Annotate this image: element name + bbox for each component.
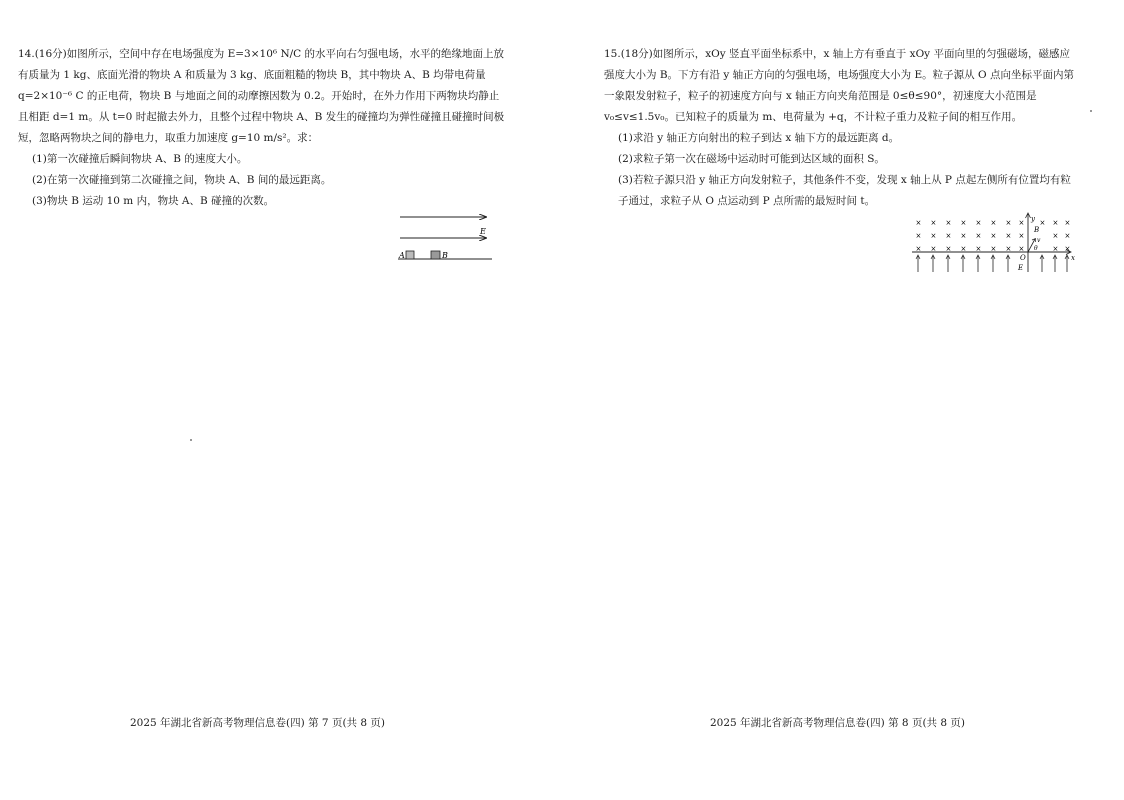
block-b <box>431 251 440 259</box>
field-cross: × <box>1005 245 1012 253</box>
field-cross: × <box>1064 245 1071 253</box>
field-cross: × <box>975 232 982 240</box>
field-cross: × <box>960 232 967 240</box>
field-cross: × <box>1052 232 1059 240</box>
field-cross: × <box>1018 219 1025 227</box>
field-cross: × <box>990 232 997 240</box>
field-cross: × <box>975 219 982 227</box>
block-b-label: B <box>442 251 448 260</box>
problem-15-question-3: (3)若粒子源只沿 y 轴正方向发射粒子，其他条件不变，发现 x 轴上从 P 点起左侧所有位置均有粒子通过，求粒子从 O 点运动到 P 点所需的最短时间 t。 <box>618 174 1071 207</box>
x-axis-label: x <box>1071 254 1075 262</box>
field-cross: × <box>1005 219 1012 227</box>
problem-14-figure <box>396 208 496 266</box>
field-cross: × <box>1018 232 1025 240</box>
field-cross: × <box>960 245 967 253</box>
problem-15-figure <box>908 210 1078 276</box>
field-cross: × <box>915 219 922 227</box>
field-label-e: E <box>480 227 486 236</box>
problem-14-question-2: (2)在第一次碰撞到第二次碰撞之间，物块 A、B 间的最远距离。 <box>32 174 332 186</box>
problem-14-statement: 14.(16分)如图所示，空间中存在电场强度为 E=3×10⁶ N/C 的水平向右匀强电场，水平的绝缘地面上放有质量为 1 kg、底面光滑的物块 A 和质量为 3 kg、底面粗糙的物块 B，其中物块 A、B 均带电荷量 q=2×10⁻⁶ C 的正电荷，物块 B 与地面之间的动摩擦因数为 0.2。开始时，在外力作用下两物块均静止且相距 d=1 m。从 t=0 时起撤去外力，且整个过程中物块 A、B 发生的碰撞均为弹性碰撞且碰撞时间极短，忽略两物块之间的静电力，取重力加速度 g=10 m/s²。求： <box>18 48 505 144</box>
field-cross: × <box>960 219 967 227</box>
field-cross: × <box>930 219 937 227</box>
theta-label: θ <box>1034 245 1038 252</box>
field-cross: × <box>1064 232 1071 240</box>
y-axis-label: y <box>1031 215 1035 223</box>
scan-speck-2 <box>1090 110 1092 112</box>
block-a <box>406 251 414 259</box>
field-cross: × <box>1064 219 1071 227</box>
field-cross: × <box>945 232 952 240</box>
problem-15-question-1: (1)求沿 y 轴正方向射出的粒子到达 x 轴下方的最远距离 d。 <box>618 132 900 144</box>
electric-field-lines <box>916 255 1069 272</box>
field-cross: × <box>1052 245 1059 253</box>
page-8 <box>562 0 1124 800</box>
field-cross: × <box>930 245 937 253</box>
scan-speck <box>190 439 192 441</box>
problem-15-question-2: (2)求粒子第一次在磁场中运动时可能到达区域的面积 S。 <box>618 153 885 165</box>
field-cross: × <box>930 232 937 240</box>
problem-14 <box>18 44 508 212</box>
field-cross: × <box>945 219 952 227</box>
field-cross: × <box>1018 245 1025 253</box>
block-a-label: A <box>399 251 405 260</box>
field-cross: × <box>1005 232 1012 240</box>
page-7-footer: 2025 年湖北省新高考物理信息卷(四) 第 7 页(共 8 页) <box>130 717 385 729</box>
field-cross: × <box>915 232 922 240</box>
origin-label: O <box>1020 254 1026 262</box>
field-cross: × <box>990 245 997 253</box>
field-cross: × <box>945 245 952 253</box>
field-cross: × <box>1052 219 1059 227</box>
b-label: B <box>1034 226 1040 234</box>
field-cross: × <box>975 245 982 253</box>
field-cross: × <box>915 245 922 253</box>
field-cross: × <box>1039 219 1046 227</box>
problem-14-question-1: (1)第一次碰撞后瞬间物块 A、B 的速度大小。 <box>32 153 248 165</box>
problem-14-question-3: (3)物块 B 运动 10 m 内，物块 A、B 碰撞的次数。 <box>32 195 275 207</box>
v-label: v <box>1037 237 1041 244</box>
page-8-footer: 2025 年湖北省新高考物理信息卷(四) 第 8 页(共 8 页) <box>710 717 965 729</box>
problem-15-statement: 15.(18分)如图所示，xOy 竖直平面坐标系中，x 轴上方有垂直于 xOy 平面向里的匀强磁场，磁感应强度大小为 B。下方有沿 y 轴正方向的匀强电场，电场强度大小为 E。粒子源从 O 点向坐标平面内第一象限发射粒子，粒子的初速度方向与 x 轴正方向夹角范围是 0≤θ≤90°，初速度大小范围是 v₀≤v≤1.5v₀。已知粒子的质量为 m、电荷量为 +q，不计粒子重力及粒子间的相互作用。 <box>604 48 1074 123</box>
magnetic-field-crosses <box>916 219 1071 253</box>
e-label: E <box>1018 264 1024 272</box>
field-cross: × <box>990 219 997 227</box>
problem-15 <box>604 44 1074 212</box>
